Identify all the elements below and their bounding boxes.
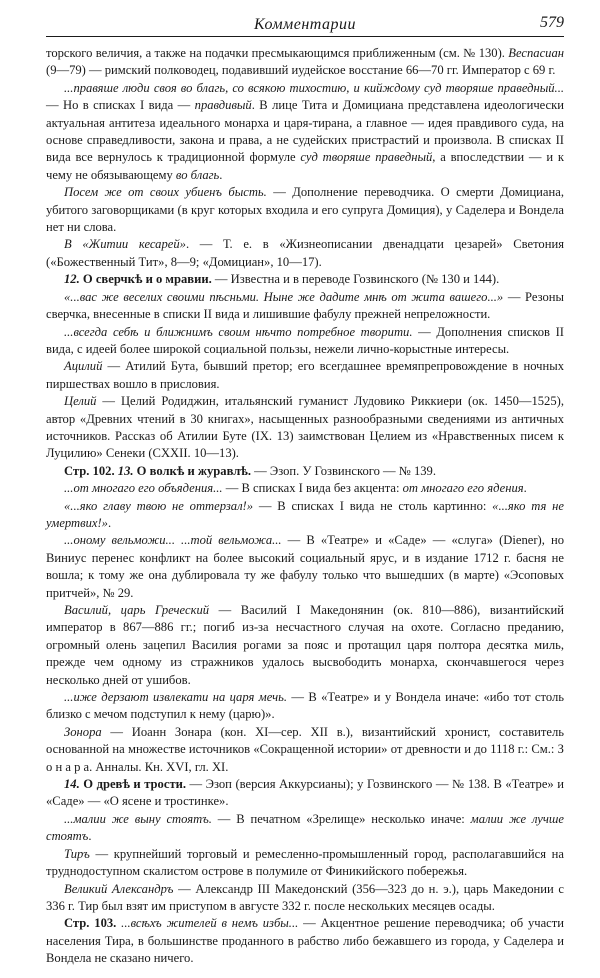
italic-citation: «...вас же веселих своими пѣсньми. Ныне же дадите мнѣ от жита вашего...» — [64, 289, 504, 304]
body-text: — крупнейший торговый и ремесленно-промышленный город, располагавшийся на труднодоступном скалистом острове в полумиле от Финикийского побережья. — [46, 846, 564, 879]
body-text: (9—79) — римский полководец, подавивший иудейское восстание 66—70 гг. Император с 69 г. — [46, 63, 556, 78]
italic-citation: В «Житии кесарей» — [64, 237, 186, 252]
italic-citation: ...оному вельможи... ...той вельможа... — [64, 533, 282, 548]
italic-citation: ...всѣхъ жителей в немъ избы... — [121, 916, 299, 931]
italic-citation: малии же лучше стоятъ — [46, 811, 565, 844]
body-text: торского величия, а также на подачки пресмыкающимся приближенным (см. № 130). — [46, 46, 509, 60]
italic-citation: ...от многаго его объядения... — [64, 481, 223, 496]
commentary-paragraph — [46, 271, 564, 288]
italic-citation: Зонора — [64, 724, 102, 739]
italic-citation: Посем же от своих убиенъ бысть. — [64, 185, 267, 200]
body-text: . В лице Тита и Домициана представлена идеологически актуальная антитеза идеального монарха и царя-тирана, а главное — идея правдивого суда, на основе справедливости, закона и права, а не судейских пристрастий и произвола. В списках II вида все вернулось к традиционной формуле — [46, 98, 564, 165]
bold-italic-number: 13. — [117, 463, 137, 478]
commentary-paragraph — [46, 45, 564, 80]
body-text: . — [523, 481, 527, 496]
page-number: 579 — [540, 14, 564, 31]
italic-citation: правдивый — [194, 98, 252, 113]
italic-citation: ...малии же выну стоятъ. — [64, 811, 212, 826]
body-text: — Эзоп. У Гозвинского — № 139. — [251, 463, 436, 478]
commentary-paragraph — [46, 289, 564, 324]
body-text: . — [107, 515, 112, 530]
commentary-paragraph — [46, 80, 564, 184]
commentary-paragraph — [46, 463, 564, 480]
bold-heading: О сверчкѣ и о мравии. — [82, 272, 212, 287]
commentary-paragraph — [46, 881, 564, 916]
bold-heading: Стр. 102. — [64, 463, 118, 478]
bold-italic-number: 14. — [64, 777, 84, 792]
body-text: — Атилий Бута, бывший претор; его всегдашнее времяпрепровождение в ночных пиршествах вошло в присловия. — [46, 359, 564, 391]
body-text: — Резоны сверчка, внесенные в списки II вида и лишившие фабулу прежней непреложности. — [46, 289, 565, 322]
commentary-paragraph — [46, 776, 564, 811]
italic-citation: «...яко главу твою не оттерзал!» — [64, 498, 254, 513]
italic-citation: Великий Александръ — [64, 881, 174, 896]
italic-citation: Тиръ — [64, 846, 90, 861]
body-text: — Эзоп (версия Аккурсианы); у Гозвинского — № 138. В «Театре» и «Саде» — «О ясене и тростинке». — [46, 777, 564, 809]
body-text: — В списках I вида без акцента: — [222, 481, 403, 496]
italic-citation: ...всегда себѣ и ближнимъ своим нѣчто потребное творити. — [64, 324, 413, 339]
commentary-body — [46, 45, 564, 968]
commentary-paragraph — [46, 393, 564, 463]
body-text: — Александр III Македонский (356—323 до н. э.), царь Македонии с 336 г. Тир был взят им приступом в августе 332 г. после нескольких месяцев осады. — [46, 881, 564, 913]
book-page — [46, 14, 564, 968]
italic-citation: ...иже дерзают извлекати на царя мечь. — [64, 690, 288, 705]
body-text: — Василий I Македонянин (ок. 810—886), византийский император в 867—886 гг.; погиб из-за несчастного случая на охоте. Согласно преданию, огромный олень зацепил Василия рогами за пояс и протащил царя полтора десятка миль, прежде чем одному из стражников удалось высвободить монарха, скончавшегося через несколько дней от ушибов. — [46, 603, 564, 687]
body-text: — Целий Родиджин, итальянский гуманист Лудовико Риккиери (ок. 1450—1525), автор «Древних чтений в 30 книгах», насыщенных разнообразными сведениями из античных источников. Рассказ об Атилии Буте (IX. 13) заимствован Целием из «Нравственных писем к Луцилию» Сенеки (СXXII. 10—13). — [46, 394, 564, 461]
body-text: — Известна и в переводе Гозвинского (№ 130 и 144). — [211, 272, 500, 287]
body-text: . — [88, 829, 92, 844]
commentary-paragraph — [46, 811, 564, 846]
body-text: — Акцентное решение переводчика; об участи населения Тира, в большинстве проданного в рабство либо бежавшего из города, у Саделера и Вондела не сказано ничего. — [46, 916, 565, 966]
body-text: — Дополнение переводчика. О смерти Домициана, убитого заговорщиками (в круг которых входила и его супруга Домиция), у Саделера и Вондела нет ни слова. — [46, 185, 564, 235]
italic-citation: Веспасиан — [508, 46, 564, 60]
italic-citation: во благь — [175, 167, 220, 182]
commentary-paragraph — [46, 184, 564, 236]
body-text: , а впоследствии — и к чему не обязывающему — [46, 150, 564, 182]
commentary-paragraph — [46, 324, 564, 359]
body-text: — В списках I вида не столь картинно: — [253, 498, 493, 513]
body-text: — В «Театре» и «Саде» — «слуга» (Diener), но Виниус перенес конфликт на более высокий социальный ярус, и в издание 1712 г. басня не вошла; к тому же она дублировала ту же фабулу только что вышедших (в марте) «Эсоповых притчей», № 29. — [46, 533, 564, 600]
italic-citation: от многаго его ядения — [402, 481, 524, 496]
bold-heading: Стр. 103. — [64, 916, 117, 931]
commentary-paragraph — [46, 532, 564, 602]
italic-citation: ...правяше люди своя во благь, со всякою тихостию, и кийждому суд творяше праведный... — [64, 80, 564, 95]
body-text: — Но в списках I вида — — [46, 98, 195, 113]
italic-citation: Ацилий — [64, 359, 103, 374]
commentary-paragraph — [46, 724, 564, 776]
body-text: — Дополнения списков II вида, с идеей более широкой социальной пользы, нежели лично-корыстные интересы. — [46, 324, 564, 356]
commentary-paragraph — [46, 498, 564, 533]
commentary-paragraph — [46, 602, 564, 689]
commentary-paragraph — [46, 480, 564, 497]
body-text: . — [219, 167, 223, 182]
italic-citation: суд творяше праведный — [300, 150, 433, 165]
body-text: — В печатном «Зрелище» несколько иначе: — [211, 811, 471, 826]
running-head: Комментарии — [253, 16, 357, 33]
italic-citation: «...яко тя не умертвих!» — [46, 498, 565, 530]
commentary-paragraph — [46, 236, 564, 271]
commentary-paragraph — [46, 358, 564, 393]
italic-citation: Целий — [64, 394, 97, 409]
bold-heading: О волкѣ и журавлѣ. — [136, 463, 252, 478]
commentary-paragraph — [46, 915, 564, 967]
italic-citation: Василий, царь Греческий — [64, 603, 210, 617]
body-text: . — Т. е. в «Жизнеописании двенадцати цезарей» Светония («Божественный Тит», 8—9; «Домициан», 10—17). — [46, 237, 564, 269]
bold-heading: О древѣ и трости. — [83, 777, 187, 792]
bold-italic-number: 12. — [64, 272, 83, 287]
body-text: — В «Театре» и у Вондела иначе: «ибо тот столь близко с мечом подступил к нему (царю)». — [46, 690, 565, 722]
body-text: — Иоанн Зонара (кон. XI—сер. XII в.), византийский хронист, составитель основанной на множестве источников «Сокращенной истории» от древности и до 1118 г.: См.: З о н а р а. Анналы. Кн. XVI, гл. XI. — [46, 724, 564, 774]
page-header — [46, 14, 564, 37]
commentary-paragraph — [46, 689, 564, 724]
commentary-paragraph — [46, 846, 564, 881]
